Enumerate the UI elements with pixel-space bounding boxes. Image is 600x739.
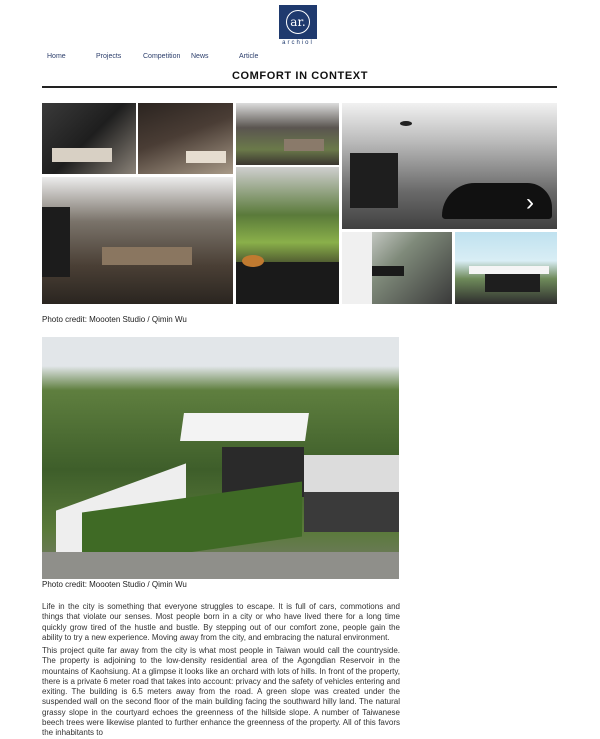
nav-item-projects[interactable]: Projects [96, 53, 122, 60]
gallery-image[interactable] [455, 232, 557, 304]
article-paragraph: Life in the city is something that everyone struggles to escape. It is full of cars, commotions and things that violate our senses. Most people born in a city or who have lived there for a long time quickly grow tired of the hustle and bustle. By stepping out of our comfort zone, people gain the ability to try a new experience. Moving away from the city, and embracing the natural environment. [42, 602, 400, 642]
nav-item-article[interactable]: Article [239, 53, 259, 60]
title-divider [42, 86, 557, 88]
gallery-image[interactable] [138, 103, 233, 174]
gallery-image[interactable] [42, 177, 233, 304]
article-paragraph: This project quite far away from the city is what most people in Taiwan would call the countryside. The property is adjoining to the low-density residential area of the Agongdian Reservoir in the mountains of Kaohsiung. At a glimpse it looks like an orchard with lots of hills. In front of the property, there is a private 6 meter road that takes into account: privacy and the safety of vehicles entering and exiting. The building is 6.5 meters away from the road. A green slope was created under the suspended wall on the second floor of the main building facing the southward hilly land. The natural grassy slope in the courtyard echoes the greenness of the hillside slope. A number of Taiwanese beech trees were likewise planted to further enhance the greenness of the property. All of this favors the inhabitants to [42, 646, 400, 738]
gallery-photo-credit: Photo credit: Moooten Studio / Qimin Wu [42, 315, 187, 324]
logo-mark: ar. [286, 10, 310, 34]
chevron-right-icon[interactable]: › [526, 189, 534, 216]
main-photo [42, 337, 399, 579]
gallery-image[interactable] [42, 103, 136, 174]
nav-item-competition[interactable]: Competition [143, 53, 181, 60]
gallery-image[interactable] [236, 167, 339, 304]
page-title: COMFORT IN CONTEXT [231, 70, 369, 82]
gallery-image[interactable] [342, 232, 452, 304]
nav-item-home[interactable]: Home [47, 53, 66, 60]
nav-item-news[interactable]: News [191, 53, 209, 60]
site-logo[interactable] [279, 5, 317, 39]
main-photo-credit: Photo credit: Moooten Studio / Qimin Wu [42, 580, 187, 589]
gallery-image[interactable] [236, 103, 339, 165]
logo-subtitle: archiol [282, 40, 314, 46]
